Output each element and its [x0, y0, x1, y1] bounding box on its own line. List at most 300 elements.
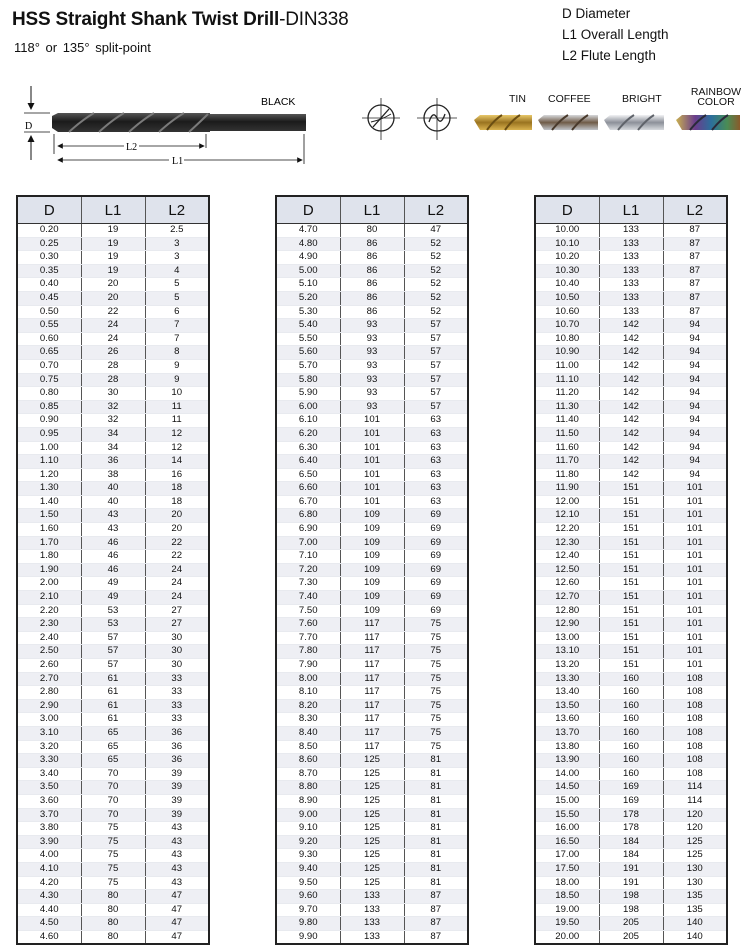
cell-diameter: 3.20: [17, 740, 81, 754]
cell-flute-length: 52: [404, 291, 468, 305]
cell-overall-length: 101: [340, 495, 404, 509]
cell-diameter: 7.80: [276, 645, 340, 659]
table-row: [535, 862, 727, 876]
table-row: [17, 903, 209, 917]
cell-flute-length: 27: [145, 604, 209, 618]
table-row: [276, 726, 468, 740]
cell-overall-length: 133: [599, 291, 663, 305]
cell-flute-length: 75: [404, 672, 468, 686]
cell-diameter: 9.20: [276, 835, 340, 849]
cell-diameter: 3.60: [17, 794, 81, 808]
cell-diameter: 2.80: [17, 686, 81, 700]
cell-diameter: 18.00: [535, 876, 599, 890]
cell-flute-length: 30: [145, 659, 209, 673]
cell-flute-length: 75: [404, 659, 468, 673]
cell-diameter: 16.50: [535, 835, 599, 849]
cell-diameter: 2.90: [17, 699, 81, 713]
cell-flute-length: 30: [145, 645, 209, 659]
cell-overall-length: 61: [81, 699, 145, 713]
finish-rainbow-label: RAINBOW COLOR: [690, 86, 742, 108]
cell-flute-length: 108: [663, 686, 727, 700]
table-row: [535, 631, 727, 645]
table-row: [276, 835, 468, 849]
cell-flute-length: 94: [663, 455, 727, 469]
cell-diameter: 2.20: [17, 604, 81, 618]
cell-flute-length: 94: [663, 359, 727, 373]
cell-overall-length: 24: [81, 332, 145, 346]
table-row: [535, 400, 727, 414]
cell-overall-length: 133: [599, 224, 663, 238]
cell-overall-length: 160: [599, 699, 663, 713]
cell-overall-length: 75: [81, 835, 145, 849]
cell-flute-length: 47: [145, 917, 209, 931]
cell-overall-length: 80: [81, 930, 145, 944]
cell-flute-length: 10: [145, 387, 209, 401]
table-row: [17, 849, 209, 863]
cell-overall-length: 40: [81, 495, 145, 509]
cell-overall-length: 160: [599, 672, 663, 686]
cell-overall-length: 30: [81, 387, 145, 401]
table-row: [276, 794, 468, 808]
cell-diameter: 0.95: [17, 427, 81, 441]
cell-diameter: 5.60: [276, 346, 340, 360]
cell-overall-length: 151: [599, 523, 663, 537]
cell-overall-length: 70: [81, 781, 145, 795]
cell-flute-length: 22: [145, 536, 209, 550]
table-row: [276, 414, 468, 428]
cell-diameter: 16.00: [535, 822, 599, 836]
cell-overall-length: 160: [599, 713, 663, 727]
cell-flute-length: 36: [145, 740, 209, 754]
cell-flute-length: 69: [404, 563, 468, 577]
cell-diameter: 7.40: [276, 591, 340, 605]
cell-overall-length: 22: [81, 305, 145, 319]
cell-flute-length: 57: [404, 332, 468, 346]
cell-flute-length: 7: [145, 332, 209, 346]
cell-flute-length: 69: [404, 523, 468, 537]
cell-overall-length: 49: [81, 577, 145, 591]
cell-flute-length: 57: [404, 387, 468, 401]
cell-flute-length: 63: [404, 468, 468, 482]
cell-flute-length: 94: [663, 427, 727, 441]
cell-diameter: 4.50: [17, 917, 81, 931]
cell-diameter: 1.40: [17, 495, 81, 509]
cell-flute-length: 81: [404, 835, 468, 849]
table-row: [17, 835, 209, 849]
cell-overall-length: 169: [599, 781, 663, 795]
cell-flute-length: 63: [404, 441, 468, 455]
cell-diameter: 0.25: [17, 237, 81, 251]
cell-flute-length: 11: [145, 400, 209, 414]
cell-diameter: 1.50: [17, 509, 81, 523]
cell-diameter: 12.30: [535, 536, 599, 550]
cell-overall-length: 101: [340, 468, 404, 482]
cell-diameter: 8.10: [276, 686, 340, 700]
cell-overall-length: 109: [340, 577, 404, 591]
table-row: [17, 930, 209, 944]
cell-diameter: 7.10: [276, 550, 340, 564]
cell-diameter: 10.30: [535, 264, 599, 278]
cell-overall-length: 86: [340, 305, 404, 319]
table-row: [276, 699, 468, 713]
cell-flute-length: 33: [145, 699, 209, 713]
cell-overall-length: 86: [340, 237, 404, 251]
cell-flute-length: 87: [404, 930, 468, 944]
cell-flute-length: 108: [663, 699, 727, 713]
cell-flute-length: 108: [663, 726, 727, 740]
cell-flute-length: 114: [663, 794, 727, 808]
table-row: [276, 264, 468, 278]
cell-diameter: 2.30: [17, 618, 81, 632]
cell-flute-length: 18: [145, 482, 209, 496]
table-row: [535, 903, 727, 917]
cell-flute-length: 52: [404, 237, 468, 251]
cell-diameter: 8.90: [276, 794, 340, 808]
table-row: [535, 291, 727, 305]
cell-flute-length: 57: [404, 359, 468, 373]
cell-flute-length: 75: [404, 631, 468, 645]
table-row: [276, 373, 468, 387]
table-row: [17, 441, 209, 455]
cell-flute-length: 130: [663, 876, 727, 890]
cell-diameter: 1.90: [17, 563, 81, 577]
tin-drill-sample: [474, 115, 532, 130]
cell-overall-length: 125: [340, 876, 404, 890]
cell-diameter: 12.10: [535, 509, 599, 523]
cell-flute-length: 81: [404, 794, 468, 808]
cell-diameter: 9.70: [276, 903, 340, 917]
cell-flute-length: 130: [663, 862, 727, 876]
cell-diameter: 0.70: [17, 359, 81, 373]
cell-overall-length: 117: [340, 699, 404, 713]
cell-diameter: 11.40: [535, 414, 599, 428]
title-main: HSS Straight Shank Twist Drill: [12, 9, 280, 30]
table-row: [276, 849, 468, 863]
cell-diameter: 1.70: [17, 536, 81, 550]
cell-overall-length: 61: [81, 713, 145, 727]
cell-diameter: 4.40: [17, 903, 81, 917]
cell-flute-length: 12: [145, 427, 209, 441]
table-row: [535, 794, 727, 808]
cell-diameter: 11.20: [535, 387, 599, 401]
cell-diameter: 7.60: [276, 618, 340, 632]
cell-flute-length: 36: [145, 726, 209, 740]
cell-diameter: 5.80: [276, 373, 340, 387]
cell-diameter: 1.60: [17, 523, 81, 537]
table-row: [535, 550, 727, 564]
table-row: [276, 659, 468, 673]
cell-flute-length: 2.5: [145, 224, 209, 238]
cell-overall-length: 61: [81, 672, 145, 686]
cell-overall-length: 109: [340, 563, 404, 577]
table-row: [276, 455, 468, 469]
cell-diameter: 4.20: [17, 876, 81, 890]
header-l2: L2: [145, 196, 209, 224]
cell-overall-length: 151: [599, 550, 663, 564]
cell-diameter: 4.80: [276, 237, 340, 251]
cell-diameter: 7.50: [276, 604, 340, 618]
table-row: [17, 672, 209, 686]
cell-overall-length: 43: [81, 509, 145, 523]
cell-diameter: 2.60: [17, 659, 81, 673]
cell-overall-length: 151: [599, 536, 663, 550]
cell-diameter: 11.50: [535, 427, 599, 441]
cell-diameter: 1.20: [17, 468, 81, 482]
table-row: [17, 319, 209, 333]
cell-overall-length: 178: [599, 822, 663, 836]
cell-flute-length: 69: [404, 509, 468, 523]
table-row: [535, 659, 727, 673]
cell-flute-length: 39: [145, 781, 209, 795]
cell-flute-length: 24: [145, 577, 209, 591]
dimension-legend: [562, 3, 669, 66]
cell-flute-length: 52: [404, 305, 468, 319]
table-row: [276, 536, 468, 550]
cell-flute-length: 87: [404, 890, 468, 904]
table-row: [17, 346, 209, 360]
cell-overall-length: 61: [81, 686, 145, 700]
cell-diameter: 18.50: [535, 890, 599, 904]
cell-diameter: 19.00: [535, 903, 599, 917]
table-row: [17, 822, 209, 836]
table-row: [17, 509, 209, 523]
drill-shank: [210, 114, 306, 131]
table-row: [276, 441, 468, 455]
cell-overall-length: 205: [599, 930, 663, 944]
point-118-icon: [360, 96, 402, 142]
cell-overall-length: 160: [599, 726, 663, 740]
table-row: [535, 672, 727, 686]
cell-overall-length: 184: [599, 835, 663, 849]
table-row: [17, 659, 209, 673]
table-row: [17, 767, 209, 781]
table-row: [276, 523, 468, 537]
cell-diameter: 13.90: [535, 754, 599, 768]
page-title: [12, 9, 348, 31]
cell-overall-length: 117: [340, 672, 404, 686]
table-row: [276, 713, 468, 727]
cell-overall-length: 65: [81, 754, 145, 768]
cell-flute-length: 14: [145, 455, 209, 469]
cell-overall-length: 80: [340, 224, 404, 238]
table-row: [535, 455, 727, 469]
spec-table-1: [16, 195, 210, 945]
cell-diameter: 12.40: [535, 550, 599, 564]
cell-diameter: 17.50: [535, 862, 599, 876]
table-row: [17, 536, 209, 550]
cell-flute-length: 87: [404, 903, 468, 917]
cell-diameter: 4.10: [17, 862, 81, 876]
cell-flute-length: 87: [663, 264, 727, 278]
cell-flute-length: 101: [663, 495, 727, 509]
cell-diameter: 7.90: [276, 659, 340, 673]
cell-flute-length: 81: [404, 876, 468, 890]
table-row: [17, 631, 209, 645]
cell-diameter: 2.10: [17, 591, 81, 605]
spec-table-2: [275, 195, 469, 945]
cell-overall-length: 142: [599, 332, 663, 346]
cell-diameter: 0.80: [17, 387, 81, 401]
cell-diameter: 8.20: [276, 699, 340, 713]
cell-flute-length: 135: [663, 903, 727, 917]
cell-diameter: 7.30: [276, 577, 340, 591]
table-row: [17, 577, 209, 591]
cell-overall-length: 125: [340, 754, 404, 768]
cell-flute-length: 101: [663, 523, 727, 537]
cell-diameter: 0.20: [17, 224, 81, 238]
table-row: [17, 427, 209, 441]
cell-overall-length: 109: [340, 591, 404, 605]
cell-diameter: 3.90: [17, 835, 81, 849]
cell-diameter: 12.00: [535, 495, 599, 509]
cell-overall-length: 70: [81, 767, 145, 781]
cell-diameter: 12.50: [535, 563, 599, 577]
cell-diameter: 0.90: [17, 414, 81, 428]
table-row: [276, 563, 468, 577]
cell-diameter: 6.00: [276, 400, 340, 414]
table-row: [535, 917, 727, 931]
table-row: [276, 890, 468, 904]
cell-overall-length: 133: [599, 278, 663, 292]
table-row: [276, 291, 468, 305]
cell-overall-length: 142: [599, 346, 663, 360]
cell-flute-length: 94: [663, 441, 727, 455]
cell-diameter: 0.60: [17, 332, 81, 346]
cell-overall-length: 53: [81, 618, 145, 632]
cell-overall-length: 75: [81, 876, 145, 890]
table-row: [17, 224, 209, 238]
table-row: [17, 387, 209, 401]
header-l1: L1: [81, 196, 145, 224]
cell-diameter: 8.60: [276, 754, 340, 768]
cell-diameter: 7.00: [276, 536, 340, 550]
table-row: [535, 835, 727, 849]
cell-overall-length: 151: [599, 659, 663, 673]
table-row: [276, 876, 468, 890]
cell-diameter: 0.40: [17, 278, 81, 292]
cell-flute-length: 3: [145, 251, 209, 265]
cell-flute-length: 24: [145, 563, 209, 577]
header-d: D: [535, 196, 599, 224]
cell-flute-length: 7: [145, 319, 209, 333]
cell-flute-length: 125: [663, 849, 727, 863]
cell-diameter: 1.10: [17, 455, 81, 469]
table-row: [535, 645, 727, 659]
cell-diameter: 19.50: [535, 917, 599, 931]
table-row: [535, 604, 727, 618]
cell-overall-length: 142: [599, 400, 663, 414]
cell-overall-length: 49: [81, 591, 145, 605]
cell-flute-length: 52: [404, 264, 468, 278]
cell-diameter: 6.80: [276, 509, 340, 523]
table-row: [276, 509, 468, 523]
cell-flute-length: 94: [663, 400, 727, 414]
cell-diameter: 8.50: [276, 740, 340, 754]
cell-diameter: 12.20: [535, 523, 599, 537]
table-row: [17, 618, 209, 632]
cell-overall-length: 142: [599, 414, 663, 428]
cell-diameter: 13.10: [535, 645, 599, 659]
cell-overall-length: 117: [340, 713, 404, 727]
cell-diameter: 6.60: [276, 482, 340, 496]
table-row: [535, 577, 727, 591]
cell-overall-length: 125: [340, 862, 404, 876]
cell-overall-length: 160: [599, 754, 663, 768]
cell-flute-length: 9: [145, 373, 209, 387]
cell-overall-length: 151: [599, 618, 663, 632]
cell-overall-length: 86: [340, 264, 404, 278]
cell-diameter: 7.70: [276, 631, 340, 645]
cell-flute-length: 75: [404, 618, 468, 632]
cell-diameter: 3.10: [17, 726, 81, 740]
cell-overall-length: 80: [81, 917, 145, 931]
cell-diameter: 8.00: [276, 672, 340, 686]
table-row: [276, 917, 468, 931]
cell-overall-length: 109: [340, 523, 404, 537]
cell-flute-length: 5: [145, 278, 209, 292]
cell-overall-length: 101: [340, 427, 404, 441]
cell-overall-length: 20: [81, 291, 145, 305]
cell-flute-length: 125: [663, 835, 727, 849]
cell-overall-length: 160: [599, 740, 663, 754]
cell-overall-length: 65: [81, 726, 145, 740]
cell-overall-length: 101: [340, 441, 404, 455]
table-row: [276, 631, 468, 645]
cell-diameter: 11.80: [535, 468, 599, 482]
table-row: [535, 224, 727, 238]
cell-diameter: 10.20: [535, 251, 599, 265]
cell-flute-length: 75: [404, 713, 468, 727]
cell-flute-length: 8: [145, 346, 209, 360]
table-row: [17, 359, 209, 373]
table-row: [17, 414, 209, 428]
cell-diameter: 5.00: [276, 264, 340, 278]
cell-overall-length: 70: [81, 808, 145, 822]
cell-overall-length: 151: [599, 645, 663, 659]
table-row: [535, 251, 727, 265]
table-row: [276, 319, 468, 333]
title-standard: -DIN338: [279, 9, 349, 30]
cell-diameter: 10.10: [535, 237, 599, 251]
cell-overall-length: 46: [81, 550, 145, 564]
table-row: [276, 930, 468, 944]
cell-overall-length: 151: [599, 631, 663, 645]
cell-diameter: 9.60: [276, 890, 340, 904]
cell-diameter: 8.40: [276, 726, 340, 740]
cell-flute-length: 12: [145, 441, 209, 455]
cell-overall-length: 101: [340, 482, 404, 496]
cell-overall-length: 28: [81, 373, 145, 387]
table-row: [535, 305, 727, 319]
cell-flute-length: 140: [663, 917, 727, 931]
table-row: [276, 740, 468, 754]
table-row: [535, 890, 727, 904]
cell-flute-length: 57: [404, 400, 468, 414]
cell-flute-length: 87: [663, 291, 727, 305]
cell-overall-length: 125: [340, 794, 404, 808]
table-row: [276, 686, 468, 700]
table-row: [17, 373, 209, 387]
cell-flute-length: 87: [663, 251, 727, 265]
table-row: [276, 237, 468, 251]
cell-flute-length: 52: [404, 251, 468, 265]
cell-flute-length: 33: [145, 686, 209, 700]
cell-diameter: 13.00: [535, 631, 599, 645]
cell-diameter: 9.00: [276, 808, 340, 822]
cell-overall-length: 117: [340, 726, 404, 740]
cell-flute-length: 101: [663, 604, 727, 618]
cell-flute-length: 87: [663, 278, 727, 292]
